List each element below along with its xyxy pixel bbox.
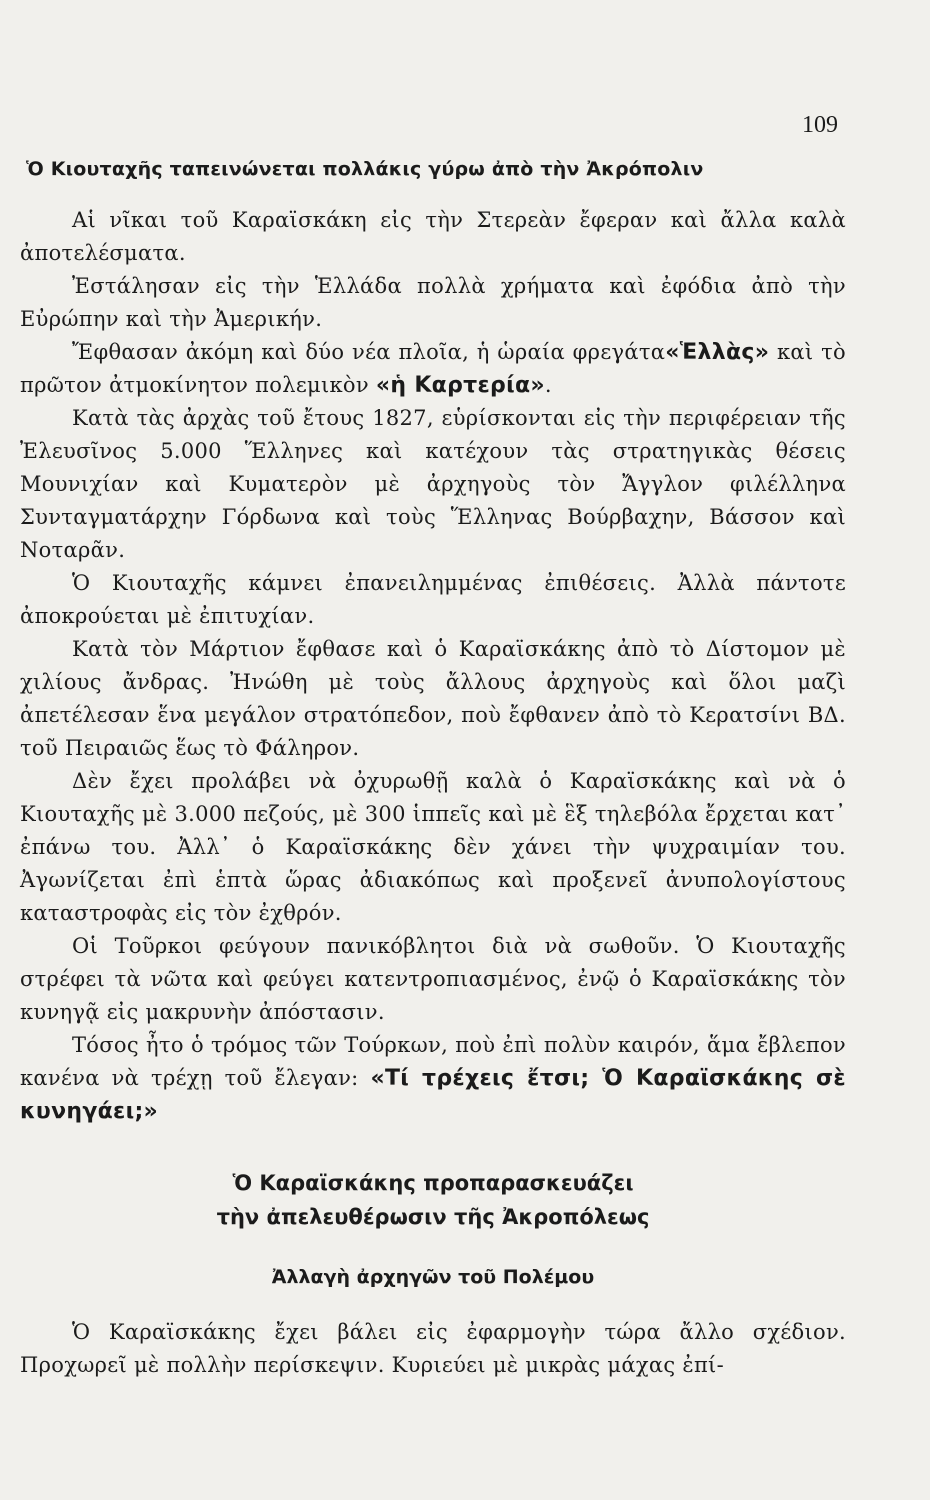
paragraph-text: Ἔφθασαν ἀκόμη καὶ δύο νέα πλοῖα, ἡ ὡραία φρεγάτα bbox=[72, 340, 666, 364]
ship-name-karteria: «ἡ Καρτερία» bbox=[375, 373, 545, 398]
ship-name-hellas: «Ἑλλὰς» bbox=[665, 340, 770, 365]
section-heading bbox=[20, 1166, 846, 1234]
paragraph: Κατὰ τὰς ἀρχὰς τοῦ ἔτους 1827, εὑρίσκονται εἰς τὴν περιφέρειαν τῆς Ἐλευσῖνος 5.000 Ἕλληνες καὶ κατέχουν τὰς στρατηγικὰς θέσεις Μουνιχίαν καὶ Κυματερὸν μὲ ἀρχηγοὺς τὸν Ἄγγλον φιλέλληνα Συνταγματάρχην Γόρδωνα καὶ τοὺς Ἕλληνας Βούρβαχην, Βάσσον καὶ Νοταρᾶν. bbox=[20, 406, 846, 562]
paragraph: Οἱ Τοῦρκοι φεύγουν πανικόβλητοι διὰ νὰ σωθοῦν. Ὁ Κιουταχῆς στρέφει τὰ νῶτα καὶ φεύγει κατεντροπιασμένος, ἐνῷ ὁ Καραϊσκάκης τὸν κυνηγᾷ εἰς μακρυνὴν ἀπόστασιν. bbox=[20, 934, 846, 1024]
paragraph-text: . bbox=[544, 373, 552, 397]
paragraph-text: Τόσος ἦτο ὁ τρόμος τῶν Τούρκων, ποὺ ἐπὶ πολὺν καιρόν, ἅμα ἔβλεπον κανένα νὰ τρέχῃ τοῦ ἔλεγαν: bbox=[20, 1033, 846, 1090]
section-heading-line: τὴν ἀπελευθέρωσιν τῆς Ἀκροπόλεως bbox=[216, 1205, 650, 1229]
quoted-saying: «Τί τρέχεις ἔτσι; Ὁ Καραϊσκάκης σὲ κυνηγάει;» bbox=[20, 1066, 846, 1124]
paragraph: Ὁ Καραϊσκάκης ἔχει βάλει εἰς ἐφαρμογὴν τώρα ἄλλο σχέδιον. Προχωρεῖ μὲ πολλὴν περίσκεψιν. Κυριεύει μὲ μικρὰς μάχας ἐπί- bbox=[20, 1320, 846, 1377]
paragraph-text: καὶ τὸ πρῶτον ἀτμοκίνητον πολεμικὸν bbox=[20, 340, 846, 397]
running-head: Ὁ Κιουταχῆς ταπεινώνεται πολλάκις γύρω ἀπὸ τὴν Ἀκρόπολιν bbox=[26, 158, 704, 180]
page-number: 109 bbox=[802, 112, 838, 138]
sub-heading: Ἀλλαγὴ ἀρχηγῶν τοῦ Πολέμου bbox=[271, 1266, 595, 1288]
paragraph: Αἱ νῖκαι τοῦ Καραϊσκάκη εἰς τὴν Στερεὰν ἔφεραν καὶ ἄλλα καλὰ ἀποτελέσματα. bbox=[20, 208, 846, 265]
section-heading-line: Ὁ Καραϊσκάκης προπαρασκευάζει bbox=[232, 1171, 634, 1195]
paragraph bbox=[20, 1029, 846, 1128]
paragraph: Ὁ Κιουταχῆς κάμνει ἐπανειλημμένας ἐπιθέσεις. Ἀλλὰ πάντοτε ἀποκρούεται μὲ ἐπιτυχίαν. bbox=[20, 571, 846, 628]
paragraph: Ἐστάλησαν εἰς τὴν Ἑλλάδα πολλὰ χρήματα καὶ ἐφόδια ἀπὸ τὴν Εὐρώπην καὶ τὴν Ἀμερικήν. bbox=[20, 274, 846, 331]
paragraph: Δὲν ἔχει προλάβει νὰ ὀχυρωθῇ καλὰ ὁ Καραϊσκάκης καὶ νὰ ὁ Κιουταχῆς μὲ 3.000 πεζούς, μὲ 300 ἱππεῖς καὶ μὲ ἓξ τηλεβόλα ἔρχεται κατ᾿ ἐπάνω του. Ἀλλ᾿ ὁ Καραϊσκάκης δὲν χάνει τὴν ψυχραιμίαν του. Ἀγωνίζεται ἐπὶ ἑπτὰ ὥρας ἀδιακόπως καὶ προξενεῖ ἀνυπολογίστους καταστροφὰς εἰς τὸν ἐχθρόν. bbox=[20, 769, 846, 925]
paragraph: Κατὰ τὸν Μάρτιον ἔφθασε καὶ ὁ Καραϊσκάκης ἀπὸ τὸ Δίστομον μὲ χιλίους ἄνδρας. Ἠνώθη μὲ τοὺς ἄλλους ἀρχηγοὺς καὶ ὅλοι μαζὶ ἀπετέλεσαν ἕνα μεγάλον στρατόπεδον, ποὺ ἔφθανεν ἀπὸ τὸ Κερατσίνι ΒΔ. τοῦ Πειραιῶς ἕως τὸ Φάληρον. bbox=[20, 637, 846, 760]
paragraph bbox=[20, 336, 846, 402]
